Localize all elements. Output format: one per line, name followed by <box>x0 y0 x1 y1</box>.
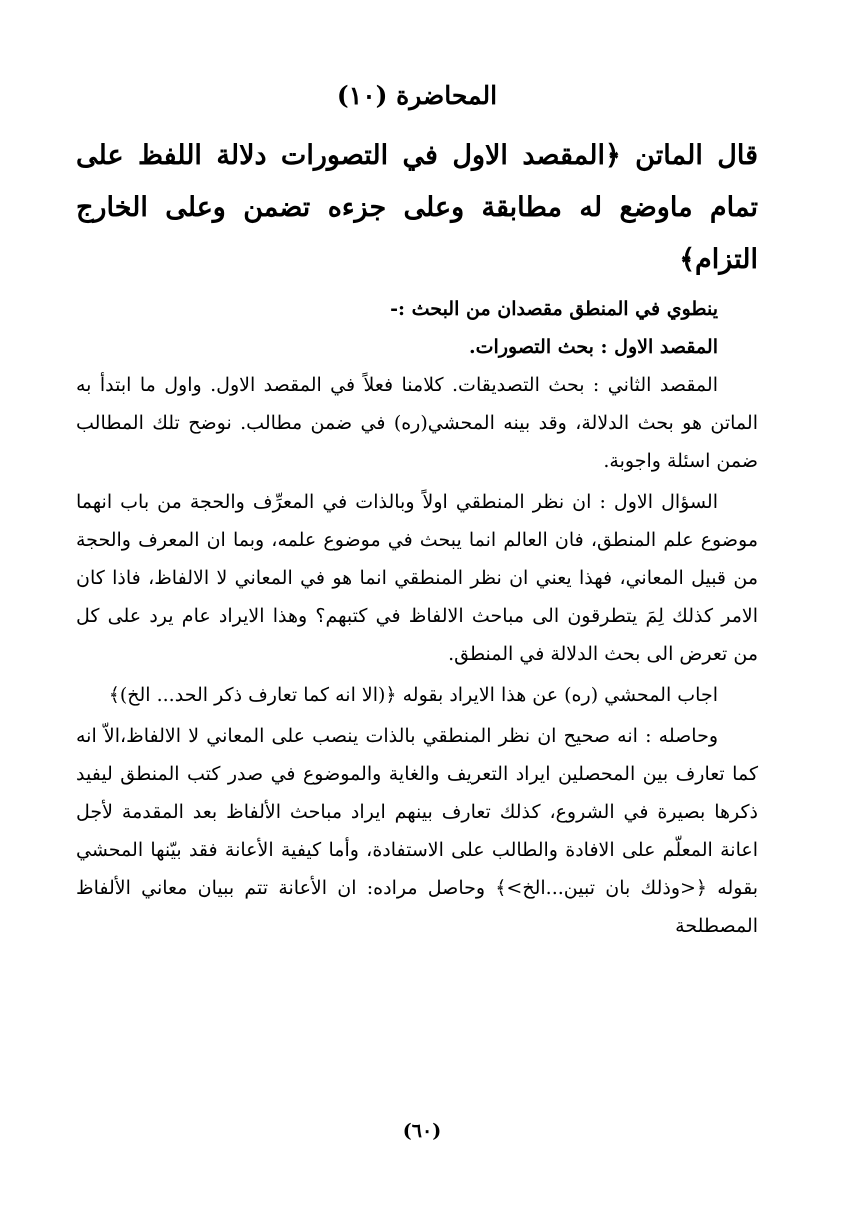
matn-quote: قال الماتن ﴿المقصد الاول في التصورات دلالة اللفظ على تمام ماوضع له مطابقة وعلى جزءه تضمن وعلى الخارج التزام﴾ <box>76 140 758 275</box>
paragraph-first-question: السؤال الاول : ان نظر المنطقي اولاً وبالذات في المعرِّف والحجة من باب انهما موضوع علم المنطق، فان العالم انما يبحث في موضوع علمه، وبما ان المعرف والحجة من قبيل المعاني، فهذا يعني ان نظر المنطقي انما هو في المعاني لا الالفاظ، فاذا كان الامر كذلك لِمَ يتطرقون الى مباحث الالفاظ في كتبهم؟ وهذا الايراد عام يرد على كل من تعرض الى بحث الدلالة في المنطق. <box>76 491 758 665</box>
paragraph-maqsad-second: المقصد الثاني : بحث التصديقات. كلامنا فعلاً في المقصد الاول. واول ما ابتدأ به الماتن هو بحث الدلالة، وقد بينه المحشي(ره) في ضمن مطالب. نوضح تلك المطالب ضمن اسئلة واجوبة. <box>76 374 758 472</box>
paragraph-summary: وحاصله : انه صحيح ان نظر المنطقي بالذات ينصب على المعاني لا الالفاظ،الاّ انه كما تعارف بين المحصلين ايراد التعريف والغاية والموضوع في صدر كتب المنطق ليفيد ذكرها بصيرة في الشروع، كذلك تعارف بينهم ايراد مباحث الألفاظ بعد المقدمة لأجل اعانة المعلّم على الافادة والطالب على الاستفادة، وأما كيفية الأعانة فقد بيّنها المحشي بقوله ﴿<وذلك بان تبين...الخ>﴾ وحاصل مراده: ان الأعانة تتم ببيان معاني الألفاظ المصطلحة <box>76 725 758 937</box>
document-page <box>76 66 758 948</box>
intro-line: ينطوي في المنطق مقصدان من البحث :- <box>390 298 718 320</box>
page-number: (٦٠) <box>402 1120 442 1142</box>
maqsad-first-line: المقصد الاول : بحث التصورات. <box>469 336 718 358</box>
lecture-title: المحاضرة (١٠) <box>336 81 498 110</box>
paragraph-answer: اجاب المحشي (ره) عن هذا الايراد بقوله ﴿(الا انه كما تعارف ذكر الحد... الخ)﴾ <box>108 684 718 706</box>
